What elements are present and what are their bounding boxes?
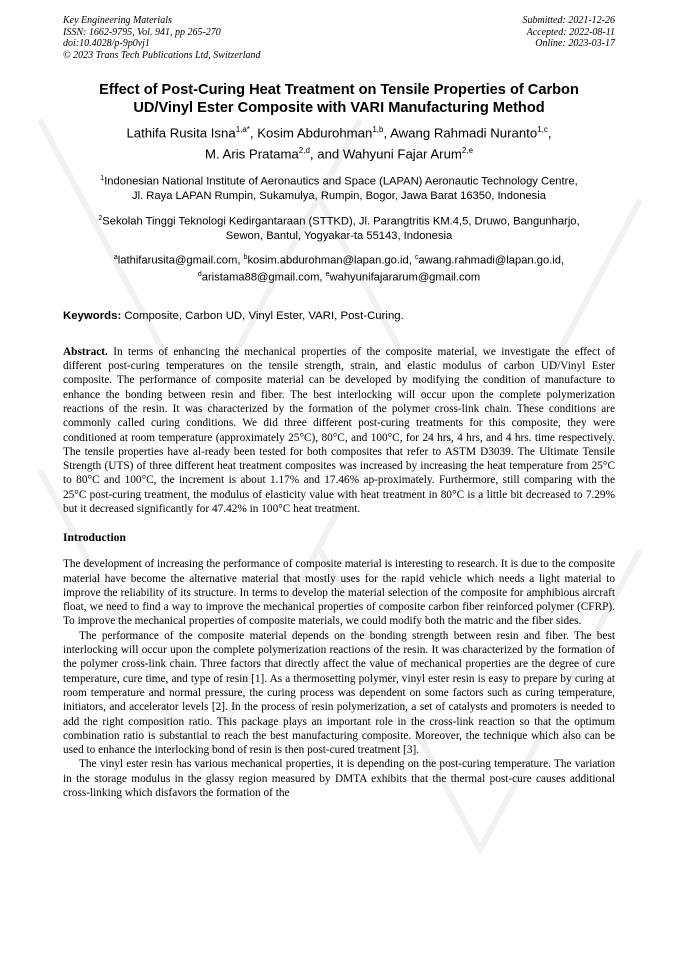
paragraph: The development of increasing the performance of composite material is interesting to research. It is due to the composite material have become the alternative material that mostly uses for the rapid vehicle which needs a light material to improve the reliability of its structure. In terms to develop the material selection of the composite for amphibious aircraft float, we need to find a way to improve the mechanical properties of composite carbon fiber reinforced polymer (CFRP). To improve the mechanical properties of composite materials, we could modify both the matric and the fiber sides. (63, 558, 615, 628)
author-emails (63, 251, 615, 284)
online-date: Online: 2023-03-17 (535, 38, 615, 49)
doi: doi:10.4028/p-9p0vj1 (63, 38, 150, 49)
keywords-label: Keywords: (63, 309, 122, 322)
author-sup: 2,d (298, 146, 310, 156)
author-name: Wahyuni Fajar Arum (342, 146, 462, 162)
author-sup: 1,b (372, 125, 384, 134)
author-name: Kosim Abdurohman (257, 125, 373, 141)
affiliation-text: Sekolah Tinggi Teknologi Kedirgantaraan (STTKD), Jl. Parangtritis KM.4,5, Druwo, Bangunharjo, (102, 215, 580, 228)
email-link[interactable]: lathifarusita@gmail.com, (117, 254, 241, 267)
author-name: Awang Rahmadi Nuranto (390, 125, 538, 141)
author-sup: 1,c (537, 125, 548, 134)
author-name: Lathifa Rusita Isna (126, 125, 236, 141)
email-sup: a (113, 254, 118, 262)
email-sup: c (414, 254, 419, 262)
affiliation-2 (63, 212, 615, 244)
affiliation-sup: 1 (100, 174, 105, 182)
affiliation-1 (63, 172, 615, 204)
affiliation-text: Indonesian National Institute of Aeronautics and Space (LAPAN) Aeronautic Technology Centre, (104, 175, 578, 188)
affiliation-text: Sewon, Bantul, Yogyakar-ta 55143, Indonesia (225, 229, 453, 242)
author-conjunction: and (317, 146, 340, 162)
email-sup: d (197, 270, 202, 278)
email-link[interactable]: kosim.abdurohman@lapan.go.id, (247, 254, 412, 267)
author-sup: 2,e (461, 146, 474, 156)
email-link[interactable]: awang.rahmadi@lapan.go.id, (418, 254, 565, 267)
section-heading-introduction: Introduction (63, 531, 126, 545)
author-sup: 1,a* (235, 125, 250, 134)
email-sup: b (243, 254, 248, 262)
copyright: © 2023 Trans Tech Publications Ltd, Switzerland (63, 49, 261, 61)
issn-volume: ISSN: 1662-9795, Vol. 941, pp 265-270 (63, 26, 221, 38)
journal-info (63, 15, 261, 61)
accepted-date: Accepted: 2022-08-11 (526, 26, 615, 38)
publication-metadata (63, 15, 615, 61)
keywords-text: Composite, Carbon UD, Vinyl Ester, VARI, Post-Curing. (124, 309, 404, 322)
abstract (63, 345, 615, 517)
journal-name: Key Engineering Materials (63, 15, 172, 26)
keywords (63, 309, 615, 323)
email-sup: e (325, 270, 330, 278)
affiliation-sup: 2 (98, 214, 103, 222)
author-line: M. Aris Pratama$^{2,d}$, and Wahyuni Fajar Arum$^{2,e}$ (204, 146, 474, 162)
author-list (63, 121, 615, 164)
email-link[interactable]: wahyunifajararum@gmail.com (329, 271, 481, 284)
author-name: M. Aris Pratama (204, 146, 299, 162)
paper-title (63, 81, 615, 117)
paragraph: The vinyl ester resin has various mechanical properties, it is depending on the post-curing temperature. The variation in the storage modulus in the glassy region measured by DMTA exhibits that the thermal post-cure causes additional cross-linking which disfavors the formation of the (63, 758, 615, 800)
affiliation-text: Jl. Raya LAPAN Rumpin, Sukamulya, Rumpin, Bogor, Jawa Barat 16350, Indonesia (132, 190, 546, 203)
paragraph: The performance of the composite material depends on the bonding strength between resin and fiber. The best interlocking will occur upon the complete polymerization reactions of the resin. It was characterized by the formation of the polymer cross-link chain. Three factors that directly affect the value of mechanical properties are the degree of cure temperature, cure time, and type of resin [1]. As a thermosetting polymer, vinyl ester resin is easy to prepare by curing at room temperature and normal pressure, the curing process was dependent on some factors such as curing temperature, initiators, and accelerator levels [2]. In the process of resin polymerization, a set of catalysts and promoters is needed to add the right composition ratio. This package plays an important role in the cross-link reaction so that the optimum combination ratio is substantial to reach the best manufacturing composite. Moreover, the technique which also can be used to enhance the interlocking bond of resin is then post-cured treatment [3]. (63, 629, 615, 757)
title-line: UD/Vinyl Ester Composite with VARI Manufacturing Method (133, 100, 545, 116)
title-line: Effect of Post-Curing Heat Treatment on Tensile Properties of Carbon (99, 82, 579, 98)
paper-page (63, 15, 615, 800)
email-link[interactable]: aristama88@gmail.com, (201, 271, 323, 284)
dates-info (523, 15, 616, 61)
submitted-date: Submitted: 2021-12-26 (522, 15, 615, 26)
abstract-label: Abstract. (63, 345, 108, 358)
abstract-text: In terms of enhancing the mechanical properties of the composite material, we investigate the effect of different post-curing temperatures on the tensile strength, strain, and elastic modulus of carbon UD/Vinyl Ester composite. The performance of composite material can be developed by modifying the condition of manufacture to enhance the bonding between resin and fiber. The best interlocking will occur upon the complete polymerization reactions of the resin. It was characterized by the formation of the polymer cross-link chain. These conditions are commonly called curing conditions. We did three different post-curing treatments for this composite, they were conditioned at room temperature (approximately 25°C), 80°C, and 100°C, for 24 hrs, 4 hrs, and 4 hrs. time respectively. The tensile properties have al-ready been tested for both composites that refer to ASTM D3039. The Ultimate Tensile Strength (UTS) of three different heat treatment composites was increased by increasing the heat temperature from 25°C to 80°C and 100°C, the increment is about 1.17% and 17.46% ap-proximately. Furthermore, still comparing with the 25°C post-curing treatment, the modulus of elasticity value with heat treatment in 80°C is a little bit decreased to 7.29% but it decreased significantly for 47.42% in 100°C heat treatment. (63, 345, 615, 515)
author-line: Lathifa Rusita Isna$^{1,a*}$, Kosim Abdurohman$^{1,b}$, Awang Rahmadi Nuranto$^{1,c}$, (126, 125, 552, 141)
